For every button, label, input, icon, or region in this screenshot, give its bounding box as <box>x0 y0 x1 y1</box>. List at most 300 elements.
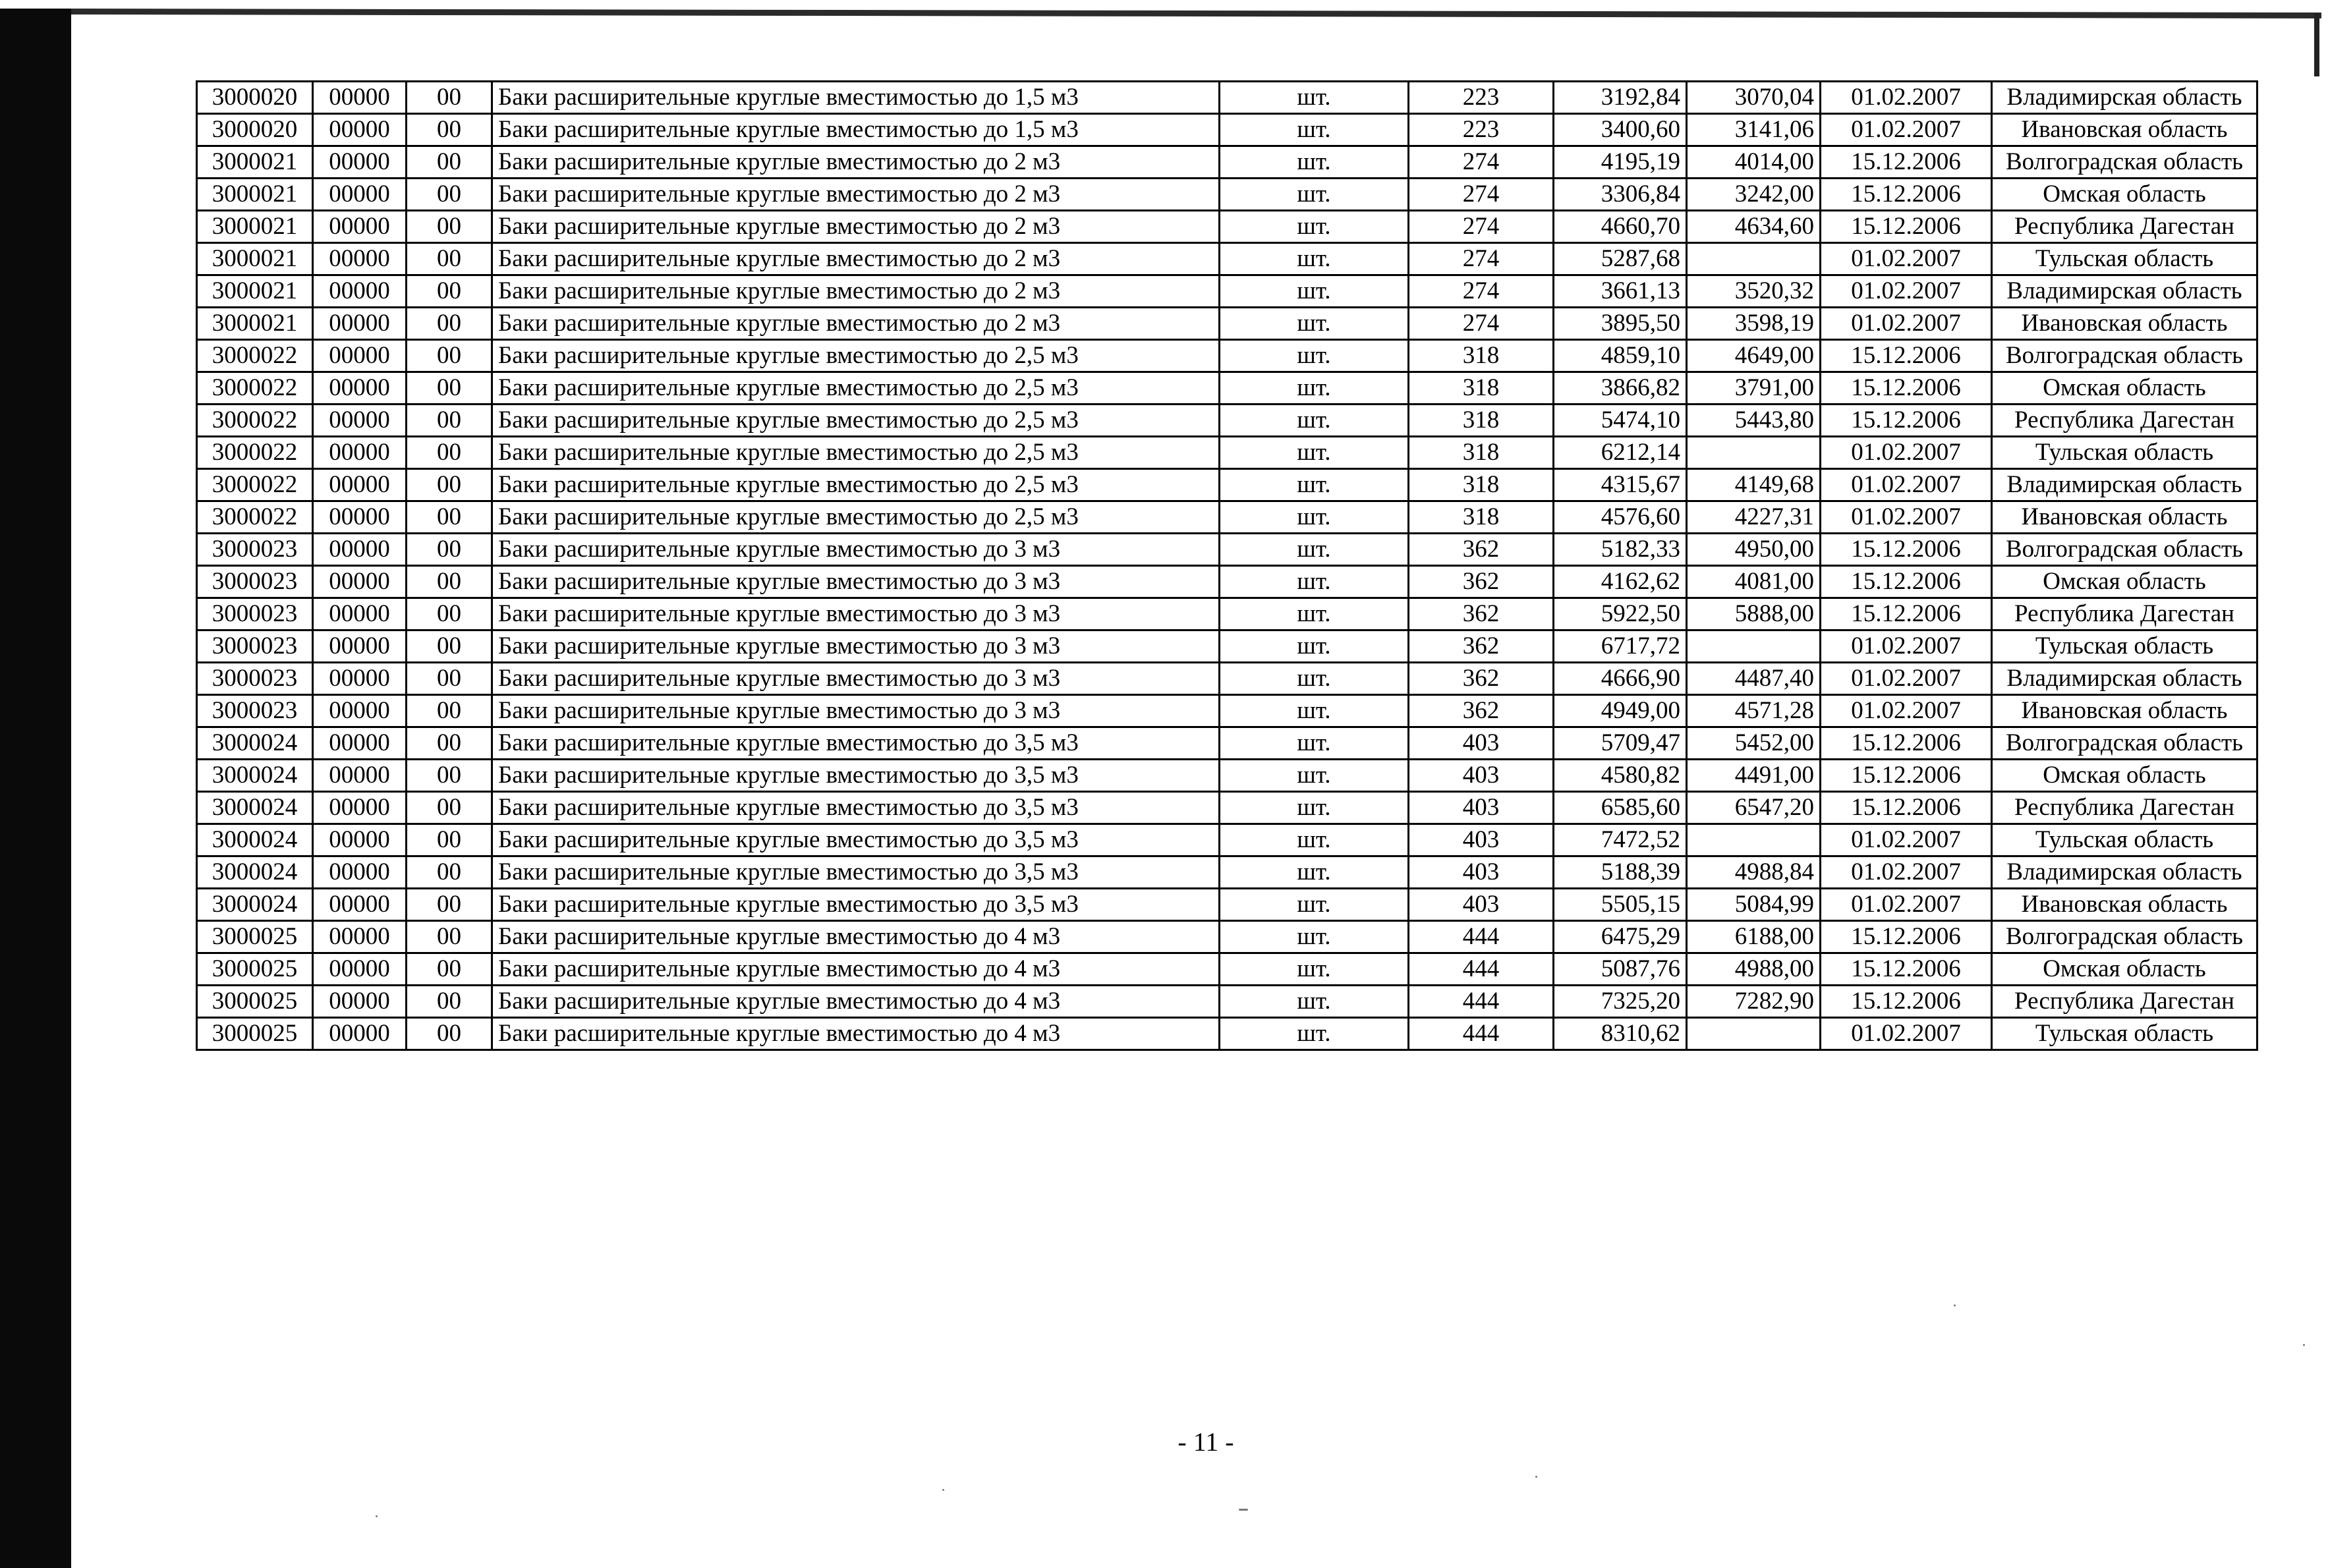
cell-region: Владимирская область <box>1992 275 2257 308</box>
cell-qty: 274 <box>1409 308 1554 340</box>
cell-qty: 274 <box>1409 211 1554 243</box>
cell-qty: 223 <box>1409 114 1554 146</box>
table-row <box>197 308 2257 340</box>
cell-region: Тульская область <box>1992 1018 2257 1050</box>
cell-qty: 318 <box>1409 405 1554 437</box>
cell-price1: 7472,52 <box>1554 824 1687 856</box>
cell-code: 3000022 <box>197 340 313 372</box>
cell-price2: 4149,68 <box>1687 469 1821 501</box>
cell-sub2: 00 <box>407 727 492 760</box>
cell-sub: 00000 <box>313 663 407 695</box>
cell-sub: 00000 <box>313 82 407 114</box>
cell-date: 01.02.2007 <box>1821 275 1992 308</box>
cell-sub: 00000 <box>313 792 407 824</box>
table-row <box>197 598 2257 630</box>
cell-qty: 223 <box>1409 82 1554 114</box>
table-row <box>197 243 2257 275</box>
cell-sub2: 00 <box>407 695 492 727</box>
cell-code: 3000022 <box>197 501 313 534</box>
cell-desc: Баки расширительные круглые вместимостью до 2,5 м3 <box>492 437 1220 469</box>
cell-price2: 4227,31 <box>1687 501 1821 534</box>
cell-price1: 4580,82 <box>1554 760 1687 792</box>
cell-region: Республика Дагестан <box>1992 986 2257 1018</box>
cell-sub2: 00 <box>407 921 492 953</box>
cell-sub2: 00 <box>407 82 492 114</box>
cell-unit: шт. <box>1220 792 1409 824</box>
cell-sub2: 00 <box>407 179 492 211</box>
cell-price2: 7282,90 <box>1687 986 1821 1018</box>
cell-region: Омская область <box>1992 179 2257 211</box>
cell-desc: Баки расширительные круглые вместимостью до 2,5 м3 <box>492 405 1220 437</box>
cell-desc: Баки расширительные круглые вместимостью до 2 м3 <box>492 275 1220 308</box>
cell-sub2: 00 <box>407 856 492 889</box>
table-body <box>197 82 2257 1050</box>
cell-unit: шт. <box>1220 275 1409 308</box>
cell-desc: Баки расширительные круглые вместимостью до 4 м3 <box>492 1018 1220 1050</box>
cell-date: 01.02.2007 <box>1821 889 1992 921</box>
table-row <box>197 760 2257 792</box>
cell-desc: Баки расширительные круглые вместимостью до 2 м3 <box>492 146 1220 179</box>
cell-price1: 5505,15 <box>1554 889 1687 921</box>
cell-code: 3000020 <box>197 114 313 146</box>
cell-price1: 4949,00 <box>1554 695 1687 727</box>
cell-unit: шт. <box>1220 534 1409 566</box>
cell-desc: Баки расширительные круглые вместимостью до 3,5 м3 <box>492 856 1220 889</box>
cell-code: 3000022 <box>197 437 313 469</box>
cell-price1: 5087,76 <box>1554 953 1687 986</box>
cell-qty: 444 <box>1409 953 1554 986</box>
cell-code: 3000023 <box>197 630 313 663</box>
cell-code: 3000021 <box>197 243 313 275</box>
cell-qty: 403 <box>1409 889 1554 921</box>
cell-region: Омская область <box>1992 953 2257 986</box>
cell-code: 3000020 <box>197 82 313 114</box>
cell-date: 01.02.2007 <box>1821 469 1992 501</box>
cell-qty: 318 <box>1409 340 1554 372</box>
cell-unit: шт. <box>1220 889 1409 921</box>
cell-price2: 4950,00 <box>1687 534 1821 566</box>
cell-price2: 3242,00 <box>1687 179 1821 211</box>
cell-price1: 4660,70 <box>1554 211 1687 243</box>
cell-price1: 4576,60 <box>1554 501 1687 534</box>
cell-code: 3000023 <box>197 663 313 695</box>
cell-qty: 318 <box>1409 501 1554 534</box>
scan-top-edge <box>71 9 2321 18</box>
cell-price2 <box>1687 243 1821 275</box>
cell-date: 01.02.2007 <box>1821 501 1992 534</box>
cell-price2: 4634,60 <box>1687 211 1821 243</box>
cell-price1: 5287,68 <box>1554 243 1687 275</box>
cell-qty: 403 <box>1409 856 1554 889</box>
cell-code: 3000025 <box>197 986 313 1018</box>
table-row <box>197 469 2257 501</box>
cell-price1: 6212,14 <box>1554 437 1687 469</box>
table-row <box>197 340 2257 372</box>
table-row <box>197 566 2257 598</box>
cell-region: Тульская область <box>1992 243 2257 275</box>
cell-region: Республика Дагестан <box>1992 792 2257 824</box>
cell-unit: шт. <box>1220 114 1409 146</box>
cell-qty: 403 <box>1409 792 1554 824</box>
cell-region: Ивановская область <box>1992 308 2257 340</box>
cell-date: 01.02.2007 <box>1821 437 1992 469</box>
cell-price1: 3400,60 <box>1554 114 1687 146</box>
cell-date: 15.12.2006 <box>1821 179 1992 211</box>
cell-sub: 00000 <box>313 760 407 792</box>
cell-code: 3000021 <box>197 308 313 340</box>
table-row <box>197 501 2257 534</box>
cell-date: 15.12.2006 <box>1821 986 1992 1018</box>
cell-price1: 4859,10 <box>1554 340 1687 372</box>
cell-desc: Баки расширительные круглые вместимостью до 2 м3 <box>492 308 1220 340</box>
table-row <box>197 695 2257 727</box>
cell-date: 15.12.2006 <box>1821 405 1992 437</box>
cell-price1: 3866,82 <box>1554 372 1687 405</box>
cell-unit: шт. <box>1220 663 1409 695</box>
cell-sub: 00000 <box>313 598 407 630</box>
cell-desc: Баки расширительные круглые вместимостью до 1,5 м3 <box>492 114 1220 146</box>
cell-sub2: 00 <box>407 630 492 663</box>
cell-price2: 3070,04 <box>1687 82 1821 114</box>
cell-unit: шт. <box>1220 953 1409 986</box>
cell-sub2: 00 <box>407 889 492 921</box>
cell-price1: 5188,39 <box>1554 856 1687 889</box>
cell-region: Ивановская область <box>1992 695 2257 727</box>
cell-unit: шт. <box>1220 501 1409 534</box>
cell-desc: Баки расширительные круглые вместимостью до 3 м3 <box>492 566 1220 598</box>
cell-region: Республика Дагестан <box>1992 405 2257 437</box>
cell-date: 15.12.2006 <box>1821 566 1992 598</box>
cell-qty: 362 <box>1409 598 1554 630</box>
table-row <box>197 1018 2257 1050</box>
cell-unit: шт. <box>1220 146 1409 179</box>
cell-price1: 6475,29 <box>1554 921 1687 953</box>
scan-speck <box>1954 1304 1956 1306</box>
table-row <box>197 82 2257 114</box>
cell-unit: шт. <box>1220 340 1409 372</box>
scan-speck <box>2303 1344 2305 1346</box>
cell-desc: Баки расширительные круглые вместимостью до 3 м3 <box>492 663 1220 695</box>
cell-sub2: 00 <box>407 792 492 824</box>
cell-date: 01.02.2007 <box>1821 630 1992 663</box>
cell-desc: Баки расширительные круглые вместимостью до 3,5 м3 <box>492 889 1220 921</box>
cell-sub2: 00 <box>407 534 492 566</box>
table-row <box>197 824 2257 856</box>
cell-sub2: 00 <box>407 986 492 1018</box>
cell-code: 3000021 <box>197 146 313 179</box>
cell-price2: 5452,00 <box>1687 727 1821 760</box>
cell-unit: шт. <box>1220 921 1409 953</box>
cell-date: 15.12.2006 <box>1821 598 1992 630</box>
cell-price1: 3895,50 <box>1554 308 1687 340</box>
cell-unit: шт. <box>1220 856 1409 889</box>
cell-sub: 00000 <box>313 824 407 856</box>
cell-desc: Баки расширительные круглые вместимостью до 2,5 м3 <box>492 372 1220 405</box>
cell-unit: шт. <box>1220 695 1409 727</box>
cell-sub: 00000 <box>313 211 407 243</box>
cell-desc: Баки расширительные круглые вместимостью до 2 м3 <box>492 243 1220 275</box>
cell-date: 01.02.2007 <box>1821 824 1992 856</box>
cell-price1: 3306,84 <box>1554 179 1687 211</box>
cell-sub: 00000 <box>313 243 407 275</box>
cell-date: 15.12.2006 <box>1821 146 1992 179</box>
cell-code: 3000025 <box>197 1018 313 1050</box>
cell-price1: 5709,47 <box>1554 727 1687 760</box>
cell-price2 <box>1687 1018 1821 1050</box>
cell-sub2: 00 <box>407 405 492 437</box>
cell-date: 15.12.2006 <box>1821 760 1992 792</box>
cell-date: 01.02.2007 <box>1821 114 1992 146</box>
cell-sub: 00000 <box>313 953 407 986</box>
table-row <box>197 663 2257 695</box>
cell-unit: шт. <box>1220 1018 1409 1050</box>
cell-sub2: 00 <box>407 437 492 469</box>
cell-region: Ивановская область <box>1992 889 2257 921</box>
cell-qty: 403 <box>1409 727 1554 760</box>
cell-price2: 5888,00 <box>1687 598 1821 630</box>
cell-sub: 00000 <box>313 340 407 372</box>
cell-code: 3000025 <box>197 953 313 986</box>
cell-price2: 4491,00 <box>1687 760 1821 792</box>
cell-price2: 3598,19 <box>1687 308 1821 340</box>
cell-price2: 3791,00 <box>1687 372 1821 405</box>
cell-unit: шт. <box>1220 243 1409 275</box>
cell-date: 15.12.2006 <box>1821 211 1992 243</box>
cell-price1: 6717,72 <box>1554 630 1687 663</box>
cell-qty: 274 <box>1409 179 1554 211</box>
cell-desc: Баки расширительные круглые вместимостью до 4 м3 <box>492 986 1220 1018</box>
cell-sub: 00000 <box>313 308 407 340</box>
cell-sub2: 00 <box>407 598 492 630</box>
cell-date: 15.12.2006 <box>1821 727 1992 760</box>
page-number: - 11 - <box>1178 1427 1234 1457</box>
cell-sub2: 00 <box>407 501 492 534</box>
table-row <box>197 921 2257 953</box>
cell-price1: 5182,33 <box>1554 534 1687 566</box>
cell-sub2: 00 <box>407 275 492 308</box>
cell-price2 <box>1687 824 1821 856</box>
cell-region: Ивановская область <box>1992 114 2257 146</box>
cell-sub2: 00 <box>407 114 492 146</box>
cell-sub: 00000 <box>313 179 407 211</box>
cell-price1: 8310,62 <box>1554 1018 1687 1050</box>
cell-date: 15.12.2006 <box>1821 792 1992 824</box>
cell-price2: 3141,06 <box>1687 114 1821 146</box>
cell-region: Республика Дагестан <box>1992 211 2257 243</box>
cell-sub: 00000 <box>313 437 407 469</box>
cell-sub2: 00 <box>407 566 492 598</box>
cell-sub2: 00 <box>407 953 492 986</box>
cell-sub: 00000 <box>313 469 407 501</box>
cell-sub: 00000 <box>313 986 407 1018</box>
cell-price2: 4014,00 <box>1687 146 1821 179</box>
cell-desc: Баки расширительные круглые вместимостью до 1,5 м3 <box>492 82 1220 114</box>
cell-price1: 3192,84 <box>1554 82 1687 114</box>
cell-qty: 444 <box>1409 986 1554 1018</box>
cell-code: 3000023 <box>197 566 313 598</box>
cell-qty: 318 <box>1409 469 1554 501</box>
cell-code: 3000022 <box>197 469 313 501</box>
cell-sub2: 00 <box>407 372 492 405</box>
table-row <box>197 889 2257 921</box>
cell-code: 3000023 <box>197 598 313 630</box>
cell-sub: 00000 <box>313 695 407 727</box>
cell-price2: 4988,00 <box>1687 953 1821 986</box>
cell-region: Тульская область <box>1992 437 2257 469</box>
cell-region: Владимирская область <box>1992 663 2257 695</box>
cell-unit: шт. <box>1220 986 1409 1018</box>
cell-desc: Баки расширительные круглые вместимостью до 4 м3 <box>492 953 1220 986</box>
cell-code: 3000023 <box>197 534 313 566</box>
table-row <box>197 146 2257 179</box>
cell-price2: 6547,20 <box>1687 792 1821 824</box>
cell-date: 15.12.2006 <box>1821 953 1992 986</box>
cell-unit: шт. <box>1220 469 1409 501</box>
cell-price2: 4487,40 <box>1687 663 1821 695</box>
cell-code: 3000021 <box>197 275 313 308</box>
table-row <box>197 211 2257 243</box>
cell-date: 01.02.2007 <box>1821 308 1992 340</box>
cell-desc: Баки расширительные круглые вместимостью до 3,5 м3 <box>492 760 1220 792</box>
cell-region: Волгоградская область <box>1992 340 2257 372</box>
cell-unit: шт. <box>1220 405 1409 437</box>
cell-sub: 00000 <box>313 275 407 308</box>
cell-desc: Баки расширительные круглые вместимостью до 3 м3 <box>492 534 1220 566</box>
cell-price1: 4162,62 <box>1554 566 1687 598</box>
cell-code: 3000024 <box>197 760 313 792</box>
cell-region: Тульская область <box>1992 824 2257 856</box>
cell-sub: 00000 <box>313 372 407 405</box>
cell-unit: шт. <box>1220 372 1409 405</box>
cell-sub: 00000 <box>313 921 407 953</box>
cell-price1: 4666,90 <box>1554 663 1687 695</box>
cell-code: 3000021 <box>197 211 313 243</box>
cell-qty: 274 <box>1409 146 1554 179</box>
cell-code: 3000024 <box>197 889 313 921</box>
cell-region: Омская область <box>1992 372 2257 405</box>
cell-code: 3000021 <box>197 179 313 211</box>
cell-price1: 6585,60 <box>1554 792 1687 824</box>
cell-sub2: 00 <box>407 243 492 275</box>
cell-qty: 318 <box>1409 372 1554 405</box>
cell-sub: 00000 <box>313 856 407 889</box>
cell-price2: 4649,00 <box>1687 340 1821 372</box>
cell-date: 01.02.2007 <box>1821 663 1992 695</box>
cell-sub: 00000 <box>313 566 407 598</box>
cell-sub2: 00 <box>407 146 492 179</box>
cell-price2: 5084,99 <box>1687 889 1821 921</box>
cell-date: 01.02.2007 <box>1821 695 1992 727</box>
cell-price1: 3661,13 <box>1554 275 1687 308</box>
cell-code: 3000024 <box>197 824 313 856</box>
cell-region: Волгоградская область <box>1992 534 2257 566</box>
cell-price2: 6188,00 <box>1687 921 1821 953</box>
cell-qty: 403 <box>1409 824 1554 856</box>
cell-desc: Баки расширительные круглые вместимостью до 3 м3 <box>492 630 1220 663</box>
scan-speck <box>376 1515 378 1517</box>
cell-code: 3000022 <box>197 372 313 405</box>
cell-desc: Баки расширительные круглые вместимостью до 3 м3 <box>492 598 1220 630</box>
table-row <box>197 372 2257 405</box>
cell-price1: 4195,19 <box>1554 146 1687 179</box>
cell-date: 01.02.2007 <box>1821 856 1992 889</box>
table-row <box>197 856 2257 889</box>
table-row <box>197 534 2257 566</box>
cell-desc: Баки расширительные круглые вместимостью до 4 м3 <box>492 921 1220 953</box>
cell-code: 3000023 <box>197 695 313 727</box>
cell-price2 <box>1687 437 1821 469</box>
cell-desc: Баки расширительные круглые вместимостью до 3,5 м3 <box>492 727 1220 760</box>
cell-sub: 00000 <box>313 146 407 179</box>
cell-sub2: 00 <box>407 824 492 856</box>
cell-date: 01.02.2007 <box>1821 82 1992 114</box>
cell-desc: Баки расширительные круглые вместимостью до 2,5 м3 <box>492 501 1220 534</box>
cell-date: 15.12.2006 <box>1821 534 1992 566</box>
table-row <box>197 437 2257 469</box>
cell-sub2: 00 <box>407 760 492 792</box>
price-table <box>196 80 2258 1051</box>
cell-desc: Баки расширительные круглые вместимостью до 2 м3 <box>492 211 1220 243</box>
cell-region: Владимирская область <box>1992 856 2257 889</box>
cell-sub2: 00 <box>407 469 492 501</box>
cell-unit: шт. <box>1220 211 1409 243</box>
cell-price2 <box>1687 630 1821 663</box>
table-row <box>197 953 2257 986</box>
cell-region: Омская область <box>1992 566 2257 598</box>
cell-price2: 4571,28 <box>1687 695 1821 727</box>
cell-qty: 362 <box>1409 630 1554 663</box>
cell-code: 3000022 <box>197 405 313 437</box>
cell-region: Владимирская область <box>1992 82 2257 114</box>
table-row <box>197 792 2257 824</box>
cell-qty: 318 <box>1409 437 1554 469</box>
cell-price1: 4315,67 <box>1554 469 1687 501</box>
cell-qty: 444 <box>1409 1018 1554 1050</box>
cell-region: Республика Дагестан <box>1992 598 2257 630</box>
cell-qty: 444 <box>1409 921 1554 953</box>
cell-qty: 362 <box>1409 663 1554 695</box>
cell-desc: Баки расширительные круглые вместимостью до 3,5 м3 <box>492 792 1220 824</box>
scan-speck <box>1535 1476 1537 1478</box>
table-row <box>197 275 2257 308</box>
cell-price1: 5922,50 <box>1554 598 1687 630</box>
cell-price2: 4081,00 <box>1687 566 1821 598</box>
cell-region: Тульская область <box>1992 630 2257 663</box>
cell-region: Омская область <box>1992 760 2257 792</box>
scan-left-edge <box>0 9 71 1568</box>
cell-qty: 362 <box>1409 695 1554 727</box>
cell-code: 3000024 <box>197 792 313 824</box>
cell-unit: шт. <box>1220 82 1409 114</box>
cell-qty: 274 <box>1409 243 1554 275</box>
cell-price1: 7325,20 <box>1554 986 1687 1018</box>
cell-unit: шт. <box>1220 179 1409 211</box>
cell-qty: 274 <box>1409 275 1554 308</box>
cell-code: 3000025 <box>197 921 313 953</box>
scan-speck <box>942 1489 944 1491</box>
table-row <box>197 405 2257 437</box>
cell-sub2: 00 <box>407 663 492 695</box>
cell-sub2: 00 <box>407 340 492 372</box>
cell-date: 01.02.2007 <box>1821 1018 1992 1050</box>
cell-date: 15.12.2006 <box>1821 340 1992 372</box>
cell-sub: 00000 <box>313 501 407 534</box>
cell-sub: 00000 <box>313 1018 407 1050</box>
cell-code: 3000024 <box>197 727 313 760</box>
cell-price2: 5443,80 <box>1687 405 1821 437</box>
cell-unit: шт. <box>1220 566 1409 598</box>
cell-sub: 00000 <box>313 405 407 437</box>
